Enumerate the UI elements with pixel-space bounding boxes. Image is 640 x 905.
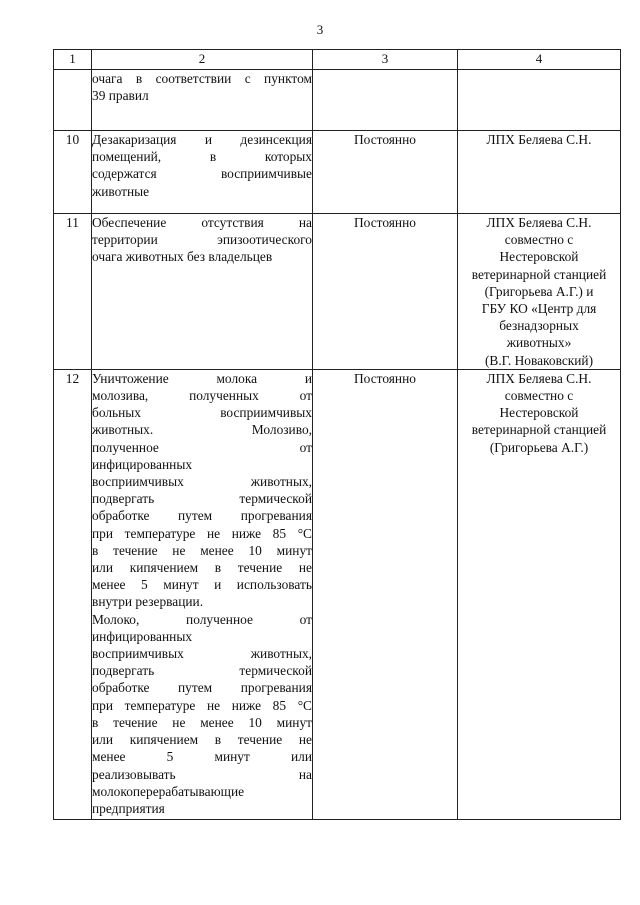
description-line: помещений, в которых [92,149,312,165]
column-header: 3 [313,50,458,70]
responsible-line: (Григорьева А.Г.) и [484,283,594,299]
description-line: животные [92,183,150,199]
measure-period [313,70,458,131]
description-line: Дезакаризация и дезинсекция [92,132,312,147]
measure-description [92,70,313,131]
responsible-line: безнадзорных [499,318,579,334]
row-number: 12 [54,369,92,819]
description-line: очага животных без владельцев [92,249,273,265]
description-line: полученное от [92,439,312,455]
responsible-line: (Григорьева А.Г.) [489,439,589,455]
row-number [54,70,92,131]
column-header: 1 [54,50,92,70]
description-line: территории эпизоотического [92,232,312,248]
table-row [54,214,621,370]
description-line: обработке путем прогревания [92,680,312,696]
description-line: менее 5 минут или [92,749,312,765]
description-line: Обеспечение отсутствия на [92,215,312,230]
description-line: обработке путем прогревания [92,508,312,524]
measure-period: Постоянно [313,369,458,819]
responsible-line: Нестеровской [499,249,579,265]
responsible-line: совместно с [504,388,574,404]
description-line: подвергать термической [92,491,312,507]
description-line: молокоперерабатывающие [92,783,245,799]
responsible-party [458,70,621,131]
measure-description [92,214,313,370]
description-line: содержатся восприимчивые [92,166,312,182]
measure-description [92,369,313,819]
page-number: 3 [316,22,324,37]
responsible-line: (В.Г. Новаковский) [484,352,594,368]
measure-period: Постоянно [313,214,458,370]
description-line: или кипячением в течение не [92,560,312,576]
responsible-line: ГБУ КО «Центр для [481,301,597,317]
responsible-line: Нестеровской [499,405,579,421]
description-line: очага в соответствии с пунктом [92,71,312,86]
measure-description [92,131,313,214]
description-line: менее 5 минут и использовать [92,577,312,593]
description-line: или кипячением в течение не [92,732,312,748]
table-header-row [54,50,621,70]
description-line: молозива, полученных от [92,388,312,404]
description-line: внутри резервации. [92,594,204,610]
description-line: животных. Молозиво, [92,422,312,438]
description-line: в течение не менее 10 минут [92,714,312,730]
row-number: 11 [54,214,92,370]
description-line: инфицированных [92,628,193,644]
column-header: 2 [92,50,313,70]
table-row [54,369,621,819]
description-line: при температуре не ниже 85 °С [92,525,312,541]
responsible-party [458,214,621,370]
description-line: инфицированных [92,456,193,472]
description-line: предприятия [92,800,165,816]
responsible-line: ЛПХ Беляева С.Н. [486,132,592,147]
column-header: 4 [458,50,621,70]
responsible-line: совместно с [504,232,574,248]
measures-table [53,49,621,820]
responsible-line: ЛПХ Беляева С.Н. [486,370,592,386]
responsible-line: ЛПХ Беляева С.Н. [486,215,592,230]
table-row [54,70,621,131]
description-line: больных восприимчивых [92,405,312,421]
row-number: 10 [54,131,92,214]
description-line: при температуре не ниже 85 °С [92,697,312,713]
description-line: Молоко, полученное от [92,611,312,627]
responsible-party [458,369,621,819]
responsible-line: ветеринарной станцией [471,422,607,438]
responsible-line: животных» [506,335,572,351]
description-line: Уничтожение молока и [92,370,312,386]
description-line: реализовывать на [92,766,312,782]
description-line: в течение не менее 10 минут [92,542,312,558]
responsible-line: ветеринарной станцией [471,266,607,282]
table-row [54,131,621,214]
description-line: подвергать термической [92,663,312,679]
description-line: восприимчивых животных, [92,646,312,662]
responsible-party [458,131,621,214]
measure-period: Постоянно [313,131,458,214]
description-line: 39 правил [92,88,149,104]
description-line: восприимчивых животных, [92,474,312,490]
